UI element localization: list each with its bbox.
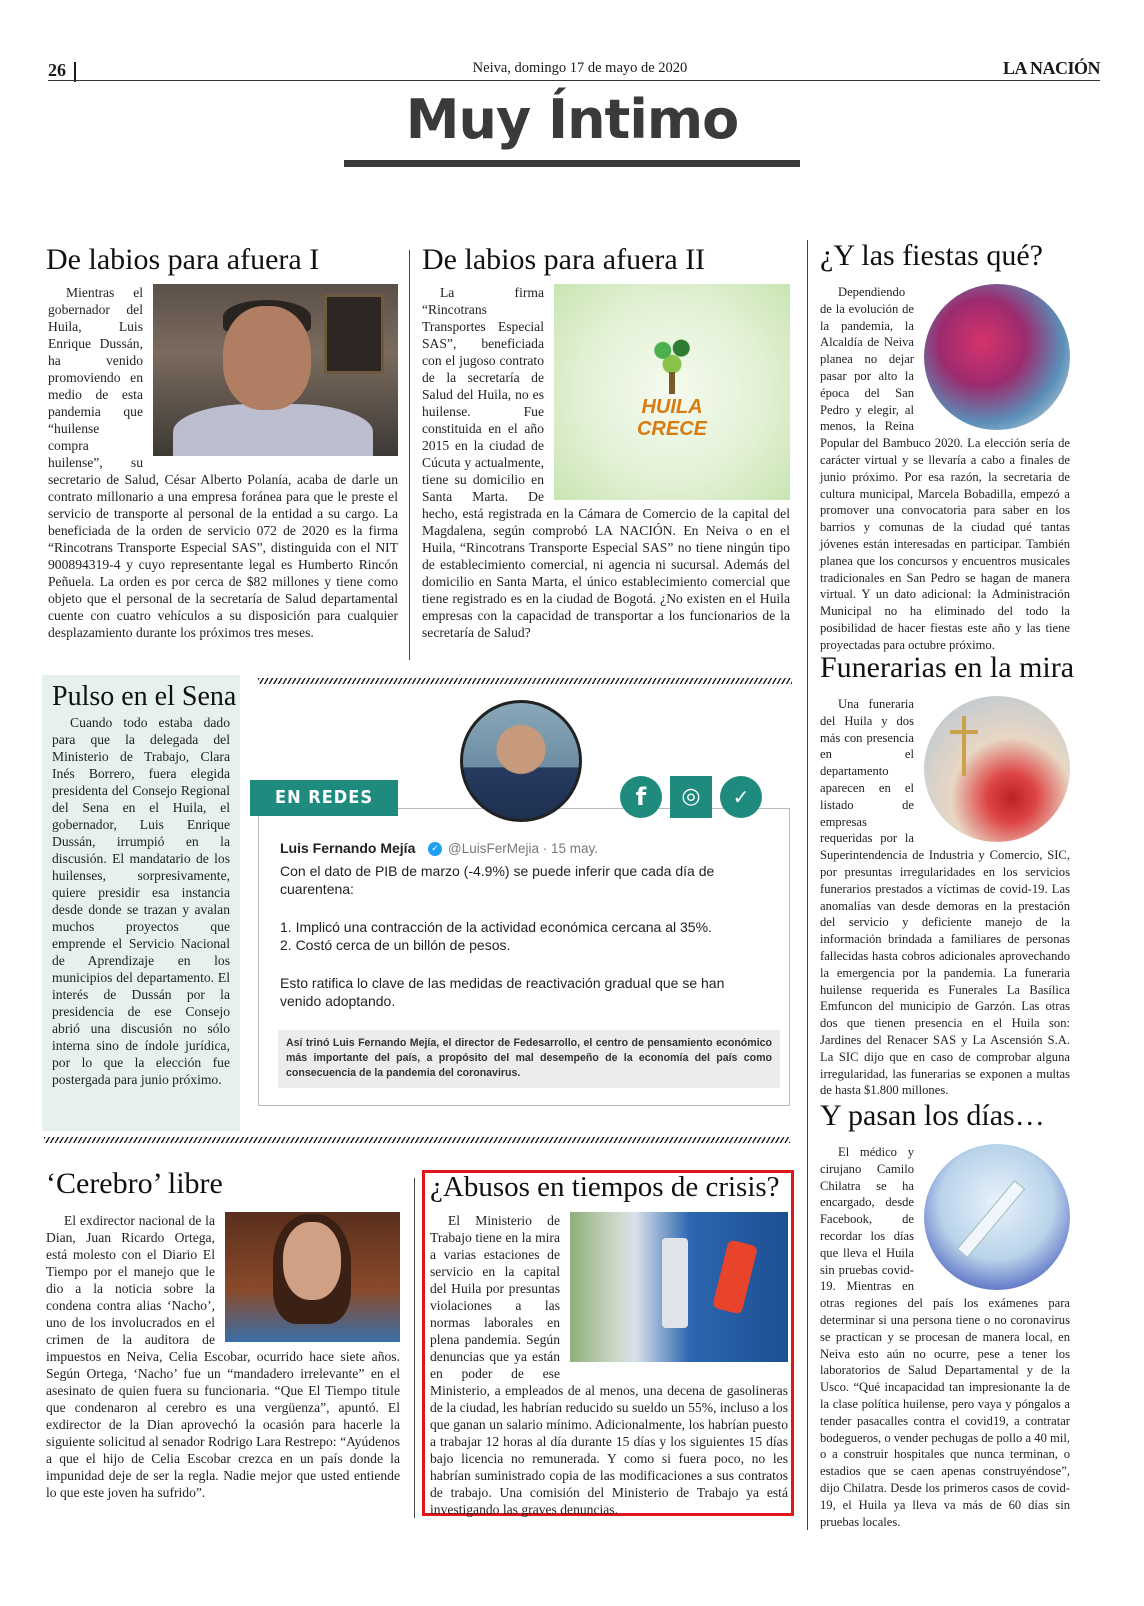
en-redes-badge: EN REDES: [250, 780, 398, 816]
article-body-funerarias: [820, 696, 1070, 1099]
tweet-text: cuarentena:: [280, 881, 354, 897]
hatch-rule: [258, 678, 792, 684]
gas-pump-photo: [570, 1212, 788, 1362]
article-body-dias: [820, 1144, 1070, 1530]
article-title-abusos: ¿Abusos en tiempos de crisis?: [430, 1171, 780, 1203]
article-title-fiestas: ¿Y las fiestas qué?: [820, 239, 1043, 272]
fiesta-dancers-photo: [924, 284, 1070, 430]
article-title-funerarias: Funerarias en la mira: [820, 651, 1075, 684]
column-divider: [807, 240, 808, 1530]
dateline: Neiva, domingo 17 de mayo de 2020: [472, 60, 688, 76]
tweet-text: Con el dato de PIB de marzo (-4.9%) se puede inferir que cada día de: [280, 863, 715, 879]
page-number: 26: [48, 60, 66, 80]
article-text: Cuando todo estaba dado para que la delegada del Ministerio de Trabajo, Clara Inés Borrero, fuera elegida presidenta del Consejo Regional del Sena en el Huila, el gobernador, Luis Enrique Dussán, irrumpió en la discusión. El mandatario de los huilenses, sorpresivamente, quiere presidir esa instancia desde donde se trazan y avalan muchos proyectos que emprende el Servicio Nacional de Aprendizaje en los municipios del departamento. El interés de Dussán por la presidencia de ese Consejo abrió una discusión no sólo interna sino de índole jurídica, por lo que la elección fue postergada para junio próximo.: [52, 715, 230, 1087]
facebook-icon: f: [620, 776, 662, 818]
column-divider: [414, 1178, 415, 1518]
article-title-dias: Y pasan los días…: [820, 1099, 1045, 1132]
column-divider: [409, 250, 410, 660]
article-body-abusos: [430, 1212, 788, 1518]
twitter-icon: ✓: [720, 776, 762, 818]
instagram-icon: ◎: [670, 776, 712, 818]
celia-escobar-photo: [225, 1212, 400, 1342]
article-title-cerebro: ‘Cerebro’ libre: [46, 1167, 223, 1200]
article-title-labios-1: De labios para afuera I: [46, 243, 320, 276]
huila-crece-logo-image: [554, 284, 790, 500]
article-title-pulso: Pulso en el Sena: [52, 681, 237, 712]
article-text: El Ministerio de Trabajo tiene en la mira a varias estaciones de servicio en la capital del Huila por presuntas violaciones a las normas laborales en plena pandemia. Según denuncias que ya están en poder de ese Ministerio, a empleados de al menos, una decena de gasolineras de la ciudad, les habrían reducido su sueldo un 55%, incluso a los que ganan un salario mínimo. Adicionalmente, los habrían puesto a trabajar 12 horas al día durante 15 días y los siguientes 15 días bajo licencia no remunerada. Y como si fuera poco, no les habrían suministrado copia de las modificaciones a sus contratos de trabajo. Una comisión del Ministerio de Trabajo ya está investigando las graves denuncias.: [430, 1213, 788, 1517]
article-text: Dependiendo de la evolución de la pandemia, la Alcaldía de Neiva planea no dejar pasar por alto la época del San Pedro y elegir, al menos, la Reina Popular del Bambuco 2020. La elección sería de carácter virtual y se llevaría a cabo a finales de junio próximo. Por esa razón, la secretaria de cultura municipal, Marcela Bobadilla, empezó a promover una convocatoria para saber en los barrios y comunas de la ciudad qué tantas jóvenes están interesadas en participar. También planea que los concursos y encuentros musicales tradicionales en San Pedro se hagan de manera virtual. Y un dato adicional: la Administración Municipal no ha eliminado del todo la posibilidad de hacer fiestas este año y las tiene proyectadas para octubre próximo.: [820, 285, 1070, 652]
tweet-text: Esto ratifica lo clave de las medidas de reactivación gradual que se han: [280, 975, 725, 991]
article-text: El exdirector nacional de la Dian, Juan Ricardo Ortega, está molesto con el Diario El Tiempo por el manejo que le dio a la noticia sobre la condena contra alias ‘Nacho’, uno de los involucrados en el crimen de la auditora de impuestos en Neiva, Celia Escobar, ocurrido hace siete años. Según Ortega, ‘Nacho’ fue un “mandadero irrelevante” en el asesinato de quien fuera su funcionaria. “Que El Tiempo titule que condenaron al cerebro es una vergüenza”, apuntó. El exdirector de la Dian aprovechó la ocasión para hacerle la siguiente solicitud al senador Rodrigo Lara Restrepo: “Ayúdenos a que el hijo de Celia Escobar crezca en un país donde la impunidad deje de ser la regla. Nadie mejor que usted entiende lo que este joven ha sufrido”.: [46, 1213, 400, 1500]
article-text: El médico y cirujano Camilo Chilatra se ha encargado, desde Facebook, de recordar los días que lleva el Huila sin pruebas covid-19. Mientras en otras regiones del país los exámenes para determinar si una persona tiene o no coronavirus se practican y se procesan de manera local, en Neiva esto aún no ocurre, pese a tener los laboratorios de Salud Departamental y de la Usco. “Qué incapacidad tan impresionante la de la clase política huilense, pero vaya y póngalos a tender pasacalles contra el covid19, a contratar bodegueros, o vender pechugas de pollo a 40 mil, o a construir hospitales que nunca terminan, o estadios que se caen apenas construyéndose”, dijo Chilatra. Desde los primeros casos de covid-19, el Huila ya lleva va más de 60 días sin pruebas locales.: [820, 1145, 1070, 1529]
page-number-divider: [74, 62, 76, 82]
article-title-labios-2: De labios para afuera II: [422, 243, 706, 276]
tweet-list-item: 1. Implicó una contracción de la actividad económica cercana al 35%.: [280, 919, 712, 935]
vaccine-photo: [924, 1144, 1070, 1290]
tweet-text: venido adoptando.: [280, 993, 396, 1009]
tweet-author: Luis Fernando Mejía: [280, 840, 416, 856]
funeral-coffin-photo: [924, 696, 1070, 842]
article-text: Mientras el gobernador del Huila, Luis Enrique Dussán, ha venido promoviendo en medio de esta pandemia que “huilense compra huilense”, su secretario de Salud, César Alberto Polanía, acaba de darle un contrato millonario a una empresa foránea para que le preste el servicio de transporte al personal de la entidad a su cargo. La beneficiada de la orden de servicio 072 de 2020 es la firma “Rincotrans Transporte Especial SAS”, distinguida con el NIT 900894319-4 y cuyo representante legal es Humberto Rincón Peñuela. La orden es por cerca de $82 millones y tiene como objeto que el personal de la secretaría de Salud departamental cuente con cuatro vehículos a su disposición para cualquier desplazamiento durante los próximos tres meses.: [48, 285, 398, 640]
article-body-fiestas: [820, 284, 1070, 654]
header-rule: [48, 80, 1100, 81]
governor-photo: [153, 284, 398, 456]
tweet-caption: Así trinó Luis Fernando Mejía, el director de Fedesarrollo, el centro de pensamiento económico más importante del país, a propósito del mal desempeño de la economía del país como consecuencia de la pandemia del coronavirus.: [278, 1030, 780, 1088]
section-title: Muy Íntimo: [405, 88, 739, 151]
verified-badge-icon: ✓: [428, 842, 442, 856]
article-body-pulso: [52, 714, 230, 1088]
article-body-labios-2: [422, 284, 790, 641]
fuel-nozzle-icon: [712, 1239, 758, 1314]
article-text: La firma “Rincotrans Transportes Especial SAS”, beneficiada con el jugoso contrato de la secretaría de Salud del Huila, no es huilense. Fue constituida en el año 2015 en la ciudad de Cúcuta y actualmente, tiene su domicilio en Santa Marta. De hecho, está registrada en la Cámara de Comercio de la capital del Magdalena, según comprobó LA NACIÓN. En Neiva o en el Huila, “Rincotrans Transporte Especial SAS” no tiene ningún tipo de establecimiento comercial, ni agencia ni sucursal. Además del domicilio en Santa Marta, el único establecimiento comercial que tiene registrado es en la ciudad de Bogotá. ¿No existen en el Huila empresas con la capacidad de transportar a los funcionarios de la secretaría de Salud?: [422, 285, 790, 640]
logo-text: CRECE: [636, 418, 707, 440]
logo-text: HUILA: [641, 396, 703, 418]
article-body-labios-1: [48, 284, 398, 641]
avatar: [460, 700, 582, 822]
section-title-rule: [344, 160, 800, 167]
masthead-logo: LA NACIÓN: [1002, 58, 1100, 78]
hatch-rule: [44, 1137, 790, 1143]
article-body-cerebro: [46, 1212, 400, 1501]
tweet-list-item: 2. Costó cerca de un billón de pesos.: [280, 937, 511, 953]
article-text: Una funeraria del Huila y dos más con presencia en el departamento aparecen en el listado de empresas requeridas por la Superintendencia de Industria y Comercio, SIC, por presuntas irregularidades en los servicios funerarios prestados a víctimas de covid-19. Las anomalías van desde demoras en la prestación del servicio y deficiente manejo de la información brindada a familiares de personas fallecidas hasta cobros adicionales aprovechando la emergencia por la pandemia. La funeraria huilense requerida es Funerales La Basílica Emfuncon del municipio de Garzón. Las otras dos que tienen presencia en el Huila son: Jardines del Renacer SAS y La Ascensión S.A. La SIC dijo que en caso de comprobar alguna irregularidad, las funerarias se exponen a multas de hasta $1.800 millones.: [820, 697, 1070, 1098]
tweet-handle: @LuisFerMejia · 15 may.: [448, 841, 598, 856]
